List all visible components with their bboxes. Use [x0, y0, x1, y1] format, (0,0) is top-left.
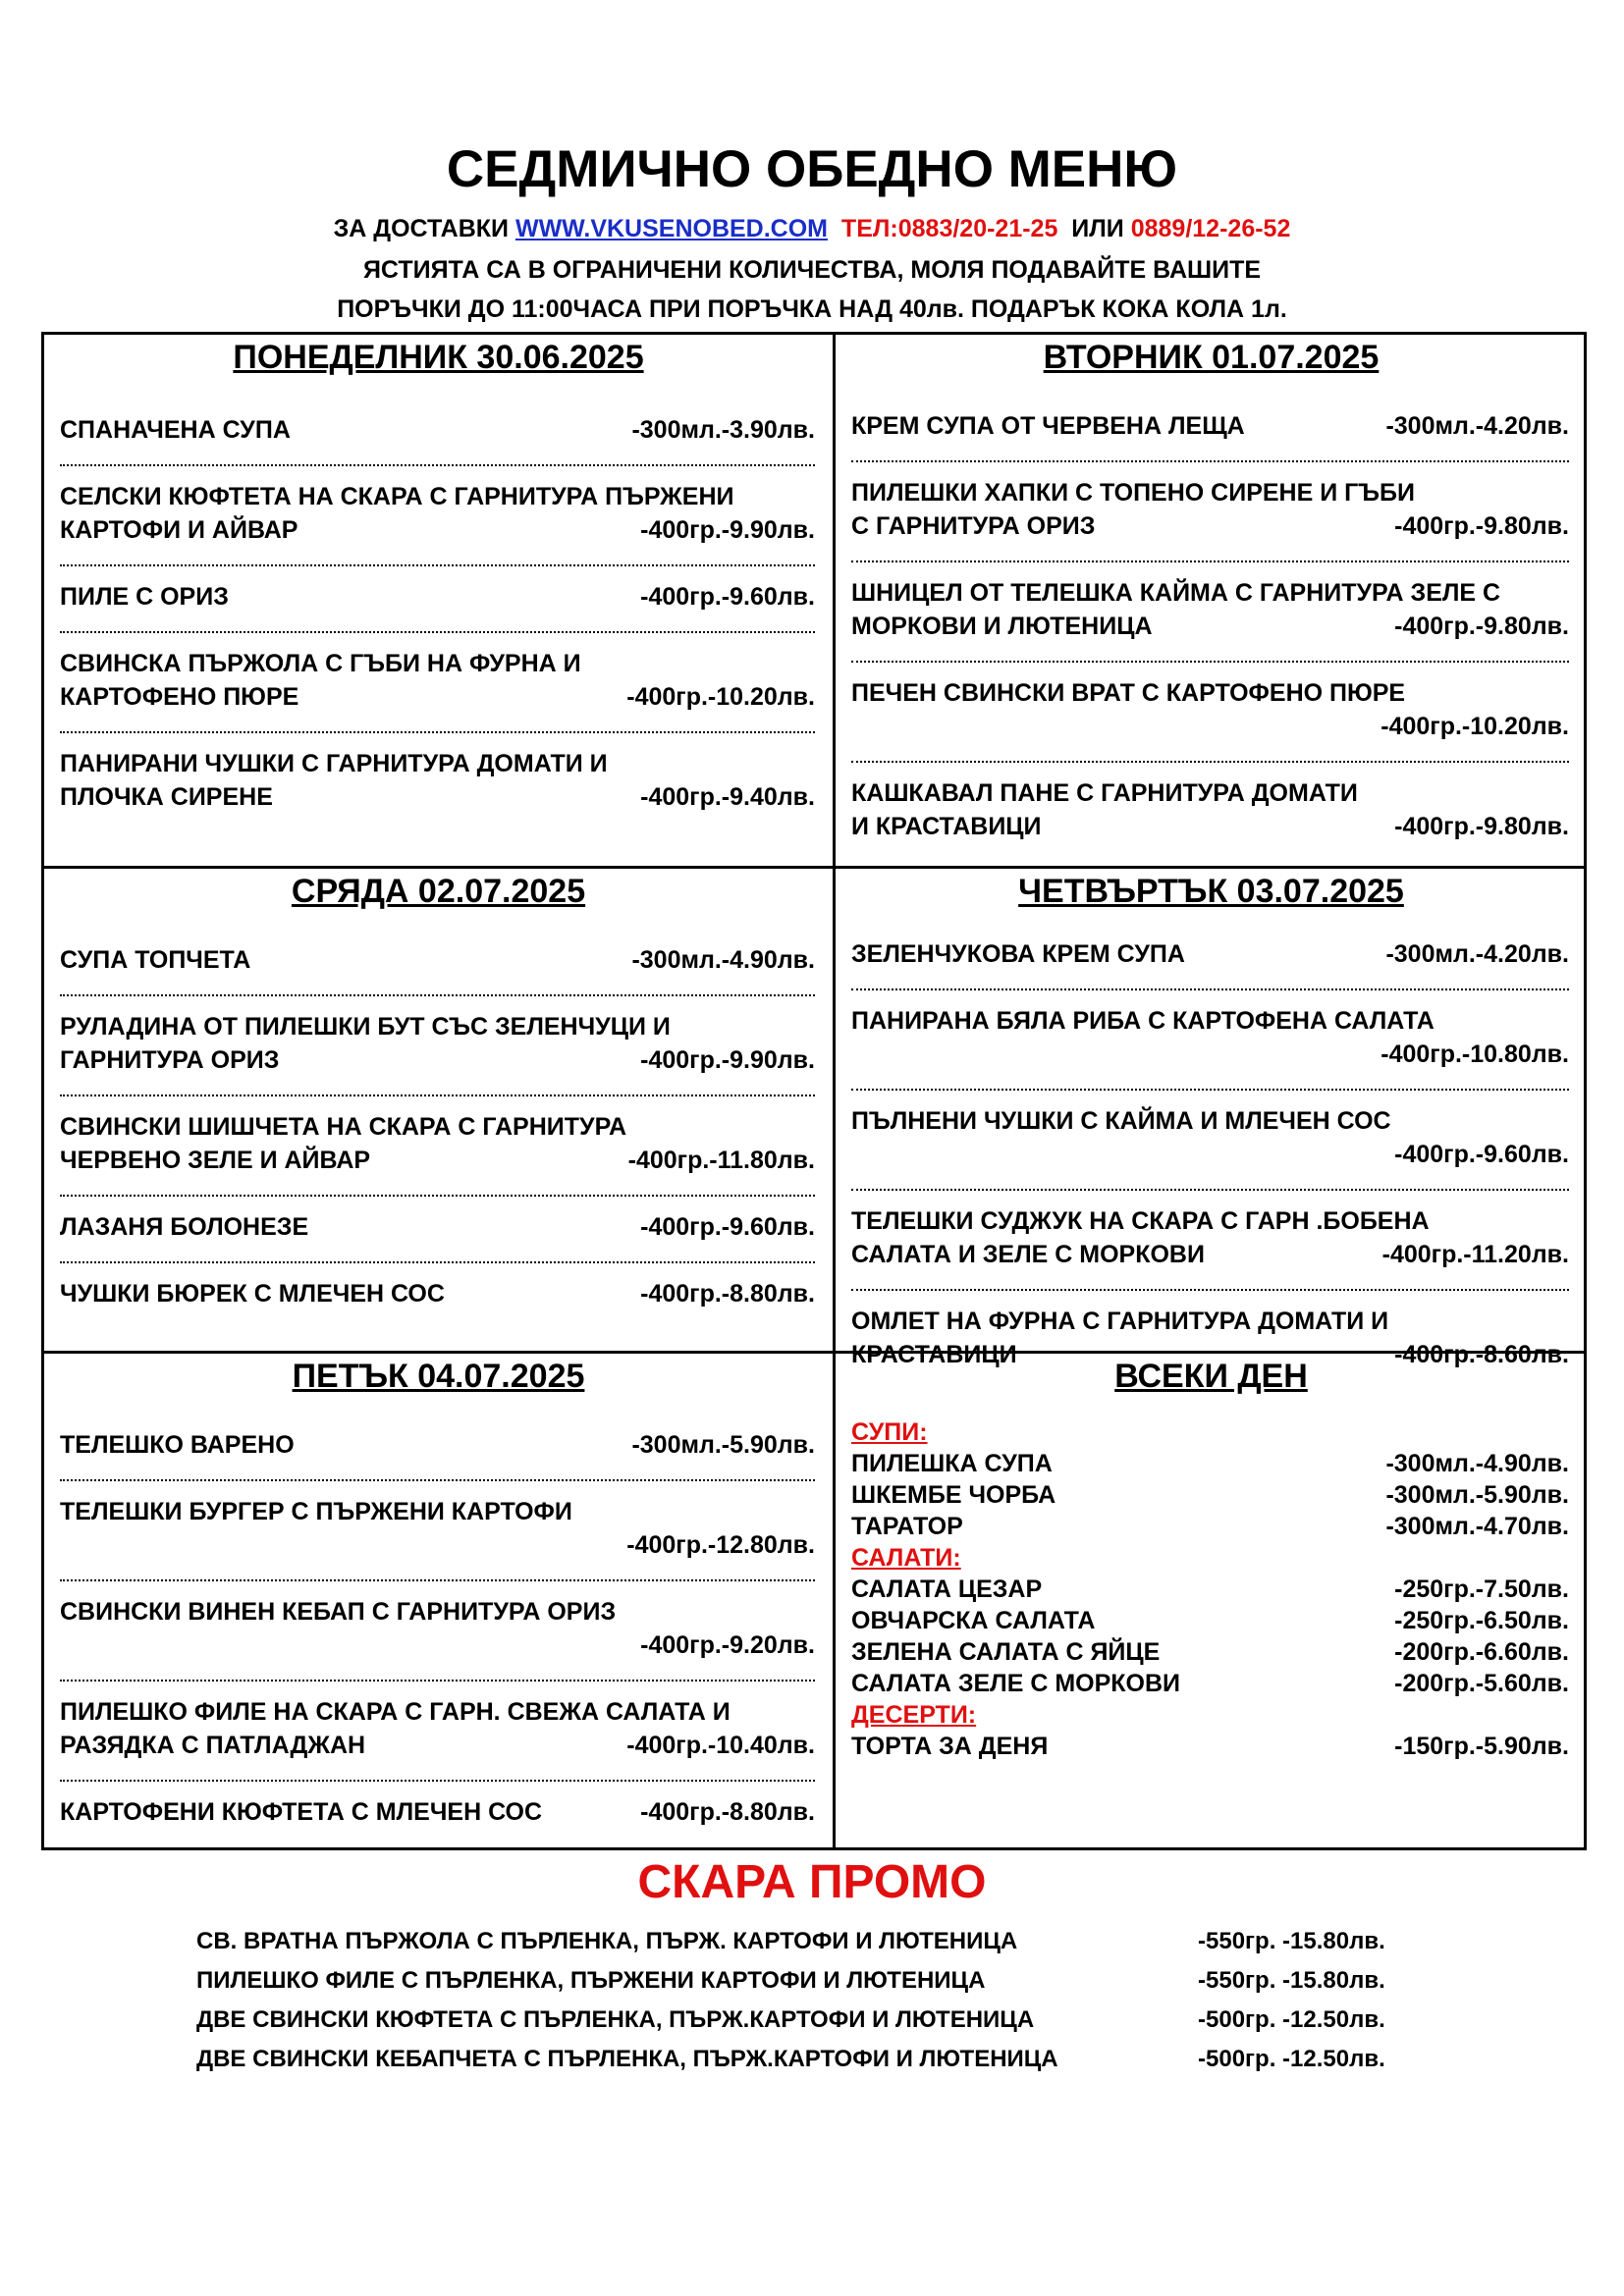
- everyday-item-price: -300мл.-5.90лв.: [1385, 1481, 1569, 1509]
- dotted-separator: [851, 761, 1569, 763]
- menu-item-price: -400гр.-9.20лв.: [640, 1631, 815, 1659]
- dotted-separator: [851, 1289, 1569, 1291]
- menu-grid: [41, 332, 1587, 1850]
- menu-item: [851, 1204, 1569, 1271]
- menu-item: [851, 676, 1569, 743]
- day-cell-wednesday: [44, 869, 833, 1351]
- dotted-separator: [60, 1579, 815, 1581]
- promo-item: [196, 2001, 1473, 2040]
- promo-item-price: -500гр. -12.50лв.: [1198, 2006, 1385, 2033]
- menu-item-name-line: ЧУШКИ БЮРЕК С МЛЕЧЕН СОС: [60, 1280, 445, 1308]
- everyday-item-price: -200гр.-5.60лв.: [1394, 1670, 1569, 1697]
- promo-item-price: -550гр. -15.80лв.: [1198, 1967, 1385, 1994]
- menu-item-price: -400гр.-10.20лв.: [626, 683, 815, 711]
- menu-item-name-line: ПИЛЕШКИ ХАПКИ С ТОПЕНО СИРЕНЕ И ГЪБИ: [851, 479, 1415, 507]
- dotted-separator: [60, 631, 815, 633]
- menu-item-name-line: КАРТОФИ И АЙВАР: [60, 516, 298, 544]
- menu-item-name-line: РАЗЯДКА С ПАТЛАДЖАН: [60, 1732, 366, 1759]
- menu-item-price: -300мл.-4.20лв.: [1385, 412, 1569, 440]
- website-link[interactable]: WWW.VKUSENOBED.COM: [514, 215, 829, 242]
- dotted-separator: [60, 1479, 815, 1481]
- menu-item-price: -400гр.-10.20лв.: [1380, 713, 1569, 740]
- everyday-item-name: ПИЛЕШКА СУПА: [851, 1450, 1053, 1477]
- promo-item-name: ДВЕ СВИНСКИ КЕБАПЧЕТА С ПЪРЛЕНКА, ПЪРЖ.КАРТОФИ И ЛЮТЕНИЦА: [196, 2046, 1058, 2072]
- everyday-item: [851, 1731, 1569, 1762]
- menu-item-name-line: ГАРНИТУРА ОРИЗ: [60, 1046, 280, 1074]
- menu-item-name-line: ЧЕРВЕНО ЗЕЛЕ И АЙВАР: [60, 1147, 371, 1174]
- menu-item: [60, 1010, 815, 1077]
- menu-item: [60, 1210, 815, 1244]
- menu-item-price: -400гр.-8.80лв.: [640, 1798, 815, 1826]
- menu-item-name-line: СВИНСКА ПЪРЖОЛА С ГЪБИ НА ФУРНА И: [60, 650, 581, 677]
- menu-item-name-line: ТЕЛЕШКИ БУРГЕР С ПЪРЖЕНИ КАРТОФИ: [60, 1498, 572, 1525]
- menu-item: [851, 1104, 1569, 1171]
- promo-item-price: -550гр. -15.80лв.: [1198, 1928, 1385, 1954]
- menu-item-name-line: ПЪЛНЕНИ ЧУШКИ С КАЙМА И МЛЕЧЕН СОС: [851, 1107, 1391, 1135]
- menu-item: [60, 1277, 815, 1310]
- menu-item: [851, 409, 1569, 443]
- everyday-category: СУПИ:: [851, 1418, 928, 1446]
- everyday-item-name: САЛАТА ЦЕЗАР: [851, 1575, 1043, 1603]
- delivery-prefix: ЗА ДОСТАВКИ: [333, 215, 510, 242]
- menu-item-price: -400гр.-9.90лв.: [640, 516, 815, 544]
- day-cell-friday: [44, 1354, 833, 1847]
- menu-item-price: -400гр.-9.80лв.: [1394, 613, 1569, 640]
- menu-item: [60, 413, 815, 447]
- promo-title: СКАРА ПРОМО: [637, 1856, 987, 1908]
- promo-list: [196, 1922, 1473, 2079]
- dotted-separator: [851, 661, 1569, 663]
- dotted-separator: [60, 731, 815, 733]
- dotted-separator: [60, 994, 815, 996]
- menu-item-price: -400гр.-9.60лв.: [640, 583, 815, 611]
- menu-item-name-line: КАРТОФЕНО ПЮРЕ: [60, 683, 299, 711]
- menu-item-price: -300мл.-3.90лв.: [631, 416, 815, 444]
- menu-item-price: -400гр.-10.80лв.: [1380, 1041, 1569, 1068]
- phone-2[interactable]: 0889/12-26-52: [1130, 215, 1291, 242]
- menu-item: [851, 776, 1569, 843]
- promo-item: [196, 1922, 1473, 1961]
- everyday-list: [851, 1416, 1569, 1762]
- everyday-item-name: ЗЕЛЕНА САЛАТА С ЯЙЦЕ: [851, 1638, 1161, 1666]
- menu-item-name-line: ПЕЧЕН СВИНСКИ ВРАТ С КАРТОФЕНО ПЮРЕ: [851, 679, 1406, 707]
- everyday-item-price: -300мл.-4.90лв.: [1385, 1450, 1569, 1477]
- menu-item-price: -400гр.-9.80лв.: [1394, 813, 1569, 840]
- dotted-separator: [60, 1195, 815, 1197]
- menu-item-name-line: КАШКАВАЛ ПАНЕ С ГАРНИТУРА ДОМАТИ: [851, 779, 1358, 807]
- everyday-item-price: -300мл.-4.70лв.: [1385, 1513, 1569, 1540]
- day-items: [851, 937, 1569, 1371]
- menu-item-name-line: КРАСТАВИЦИ: [851, 1341, 1017, 1368]
- everyday-item-name: ШКЕМБЕ ЧОРБА: [851, 1481, 1056, 1509]
- everyday-item: [851, 1574, 1569, 1605]
- menu-item-name-line: САЛАТА И ЗЕЛЕ С МОРКОВИ: [851, 1241, 1205, 1268]
- day-items: [60, 943, 815, 1310]
- menu-item-name-line: ЗЕЛЕНЧУКОВА КРЕМ СУПА: [851, 940, 1185, 968]
- menu-item-name-line: МОРКОВИ И ЛЮТЕНИЦА: [851, 613, 1153, 640]
- page-title: СЕДМИЧНО ОБЕДНО МЕНЮ: [446, 140, 1178, 198]
- menu-item-name-line: РУЛАДИНА ОТ ПИЛЕШКИ БУТ СЪС ЗЕЛЕНЧУЦИ И: [60, 1013, 671, 1041]
- menu-item-name-line: СУПА ТОПЧЕТА: [60, 946, 251, 974]
- menu-item-name-line: ТЕЛЕШКО ВАРЕНО: [60, 1431, 295, 1459]
- everyday-category: САЛАТИ:: [851, 1544, 961, 1572]
- day-items: [851, 409, 1569, 843]
- day-cell-thursday: [836, 869, 1587, 1368]
- everyday-item-price: -250гр.-7.50лв.: [1394, 1575, 1569, 1603]
- menu-item-price: -400гр.-9.80лв.: [1394, 512, 1569, 540]
- day-cell-tuesday: [836, 335, 1587, 866]
- menu-item-name-line: ШНИЦЕЛ ОТ ТЕЛЕШКА КАЙМА С ГАРНИТУРА ЗЕЛЕ С: [851, 579, 1501, 607]
- menu-item: [851, 1004, 1569, 1071]
- everyday-item: [851, 1605, 1569, 1636]
- menu-item: [60, 1595, 815, 1662]
- everyday-item-name: ТАРАТОР: [851, 1513, 963, 1540]
- everyday-item-name: САЛАТА ЗЕЛЕ С МОРКОВИ: [851, 1670, 1181, 1697]
- dotted-separator: [60, 564, 815, 566]
- menu-item: [60, 1428, 815, 1462]
- everyday-item: [851, 1636, 1569, 1668]
- everyday-item-name: ОВЧАРСКА САЛАТА: [851, 1607, 1096, 1634]
- promo-item: [196, 1961, 1473, 2001]
- menu-item-price: -400гр.-9.40лв.: [640, 783, 815, 811]
- day-items: [60, 1428, 815, 1829]
- phone-1[interactable]: ТЕЛ:0883/20-21-25: [840, 215, 1058, 242]
- menu-item: [60, 1695, 815, 1762]
- dotted-separator: [60, 1780, 815, 1782]
- menu-item: [851, 476, 1569, 543]
- promo-item-price: -500гр. -12.50лв.: [1198, 2046, 1385, 2072]
- everyday-item: [851, 1668, 1569, 1699]
- promo-item-name: СВ. ВРАТНА ПЪРЖОЛА С ПЪРЛЕНКА, ПЪРЖ. КАРТОФИ И ЛЮТЕНИЦА: [196, 1928, 1018, 1954]
- menu-item: [60, 943, 815, 977]
- day-heading: ЧЕТВЪРТЪК 03.07.2025: [1018, 873, 1404, 910]
- day-heading: СРЯДА 02.07.2025: [291, 873, 586, 910]
- everyday-item: [851, 1448, 1569, 1479]
- menu-item-name-line: СВИНСКИ ВИНЕН КЕБАП С ГАРНИТУРА ОРИЗ: [60, 1598, 617, 1626]
- menu-item-name-line: ПИЛЕ С ОРИЗ: [60, 583, 229, 611]
- menu-item-name-line: ОМЛЕТ НА ФУРНА С ГАРНИТУРА ДОМАТИ И: [851, 1308, 1389, 1335]
- day-items: [60, 413, 815, 814]
- day-heading: ПОНЕДЕЛНИК 30.06.2025: [233, 339, 644, 376]
- menu-item-price: -400гр.-11.80лв.: [627, 1147, 815, 1174]
- menu-item-name-line: ПЛОЧКА СИРЕНЕ: [60, 783, 273, 811]
- menu-item-price: -400гр.-12.80лв.: [626, 1531, 815, 1559]
- menu-item-name-line: СЕЛСКИ КЮФТЕТА НА СКАРА С ГАРНИТУРА ПЪРЖЕНИ: [60, 483, 734, 510]
- delivery-line: [0, 214, 1624, 243]
- menu-item: [60, 580, 815, 614]
- menu-item-name-line: КРЕМ СУПА ОТ ЧЕРВЕНА ЛЕЩА: [851, 412, 1245, 440]
- everyday-item: [851, 1511, 1569, 1542]
- dotted-separator: [60, 464, 815, 466]
- everyday-category: ДЕСЕРТИ:: [851, 1701, 977, 1729]
- promo-item: [196, 2040, 1473, 2079]
- dotted-separator: [851, 460, 1569, 462]
- everyday-heading: ВСЕКИ ДЕН: [1114, 1358, 1308, 1395]
- dotted-separator: [60, 1680, 815, 1682]
- everyday-item-price: -150гр.-5.90лв.: [1394, 1733, 1569, 1760]
- everyday-cell: [836, 1354, 1587, 1847]
- menu-item: [60, 1795, 815, 1829]
- menu-item-price: -400гр.-11.20лв.: [1381, 1241, 1569, 1268]
- menu-item-name-line: ТЕЛЕШКИ СУДЖУК НА СКАРА С ГАРН .БОБЕНА: [851, 1207, 1430, 1235]
- dotted-separator: [851, 561, 1569, 562]
- menu-item-name-line: СВИНСКИ ШИШЧЕТА НА СКАРА С ГАРНИТУРА: [60, 1113, 627, 1141]
- menu-item-price: -400гр.-9.60лв.: [1394, 1141, 1569, 1168]
- menu-item: [60, 647, 815, 714]
- day-cell-monday: [44, 335, 833, 866]
- menu-item: [60, 480, 815, 547]
- dotted-separator: [851, 1189, 1569, 1191]
- menu-item: [60, 1495, 815, 1562]
- dotted-separator: [60, 1261, 815, 1263]
- menu-item-name-line: ПИЛЕШКО ФИЛЕ НА СКАРА С ГАРН. СВЕЖА САЛАТА И: [60, 1698, 731, 1726]
- menu-item-name-line: ПАНИРАНИ ЧУШКИ С ГАРНИТУРА ДОМАТИ И: [60, 750, 608, 777]
- menu-item-name-line: КАРТОФЕНИ КЮФТЕТА С МЛЕЧЕН СОС: [60, 1798, 543, 1826]
- menu-item: [60, 1110, 815, 1177]
- dotted-separator: [851, 988, 1569, 990]
- menu-item-price: -300мл.-5.90лв.: [631, 1431, 815, 1459]
- promo-item-name: ПИЛЕШКО ФИЛЕ С ПЪРЛЕНКА, ПЪРЖЕНИ КАРТОФИ И ЛЮТЕНИЦА: [196, 1967, 986, 1994]
- dotted-separator: [60, 1095, 815, 1096]
- everyday-item-name: ТОРТА ЗА ДЕНЯ: [851, 1733, 1049, 1760]
- everyday-item: [851, 1479, 1569, 1511]
- notice-line-2: ПОРЪЧКИ ДО 11:00ЧАСА ПРИ ПОРЪЧКА НАД 40лв. ПОДАРЪК КОКА КОЛА 1л.: [337, 295, 1287, 323]
- notice-line-1: ЯСТИЯТА СА В ОГРАНИЧЕНИ КОЛИЧЕСТВА, МОЛЯ ПОДАВАЙТЕ ВАШИТЕ: [362, 256, 1262, 284]
- day-heading: ПЕТЪК 04.07.2025: [292, 1358, 585, 1395]
- or-text: ИЛИ: [1071, 215, 1124, 242]
- menu-item-price: -300мл.-4.90лв.: [631, 946, 815, 974]
- menu-item-price: -400гр.-10.40лв.: [626, 1732, 815, 1759]
- menu-item: [851, 937, 1569, 971]
- menu-item: [851, 576, 1569, 643]
- menu-item-price: -400гр.-8.80лв.: [640, 1280, 815, 1308]
- menu-item-price: -400гр.-9.90лв.: [640, 1046, 815, 1074]
- day-heading: ВТОРНИК 01.07.2025: [1043, 339, 1380, 376]
- promo-item-name: ДВЕ СВИНСКИ КЮФТЕТА С ПЪРЛЕНКА, ПЪРЖ.КАРТОФИ И ЛЮТЕНИЦА: [196, 2006, 1035, 2033]
- menu-item: [60, 747, 815, 814]
- everyday-item-price: -200гр.-6.60лв.: [1394, 1638, 1569, 1666]
- menu-item-name-line: СПАНАЧЕНА СУПА: [60, 416, 291, 444]
- menu-item-price: -400гр.-9.60лв.: [640, 1213, 815, 1241]
- everyday-item-price: -250гр.-6.50лв.: [1394, 1607, 1569, 1634]
- menu-item-price: -400гр.-8.60лв.: [1394, 1341, 1569, 1368]
- dotted-separator: [851, 1089, 1569, 1091]
- menu-item-price: -300мл.-4.20лв.: [1385, 940, 1569, 968]
- menu-item-name-line: ЛАЗАНЯ БОЛОНЕЗЕ: [60, 1213, 309, 1241]
- menu-item-name-line: ПАНИРАНА БЯЛА РИБА С КАРТОФЕНА САЛАТА: [851, 1007, 1435, 1035]
- menu-item-name-line: С ГАРНИТУРА ОРИЗ: [851, 512, 1096, 540]
- menu-item-name-line: И КРАСТАВИЦИ: [851, 813, 1042, 840]
